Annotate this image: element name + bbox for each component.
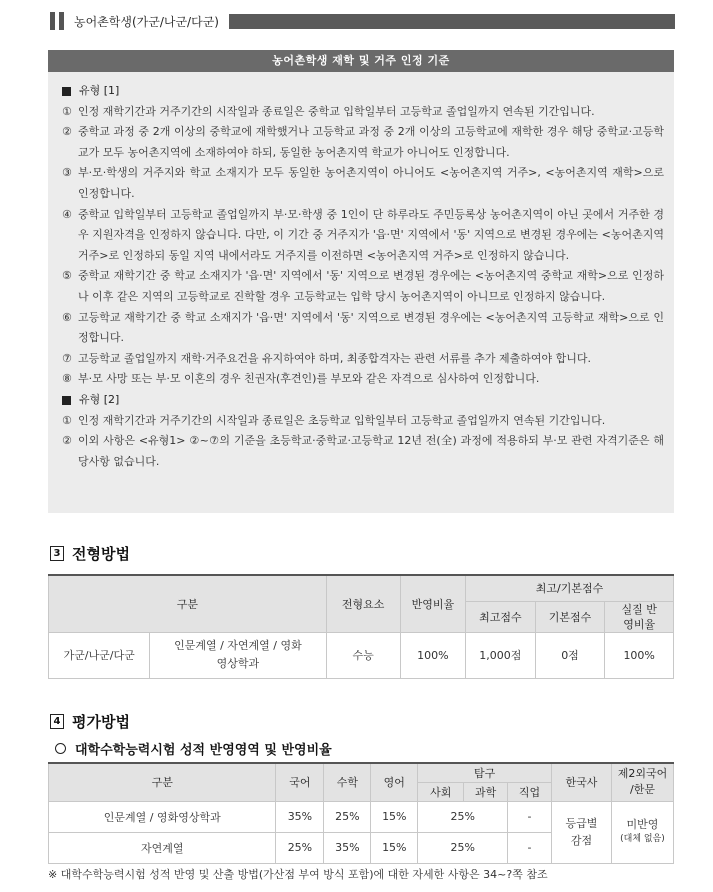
- cell-dept: [150, 632, 326, 678]
- footnote: ※ 대학수학능력시험 성적 반영 및 산출 방법(가산점 부여 방식 포함)에 대한 자세한 사항은 34~?쪽 참조: [48, 868, 548, 881]
- list-item: [62, 163, 664, 204]
- cell-math: 25%: [324, 801, 371, 832]
- header-math: 수학: [324, 763, 371, 801]
- selection-method-table: [48, 574, 674, 679]
- header-second-language: [611, 763, 673, 801]
- type2-label: 유형 [2]: [79, 392, 120, 406]
- header-category: 구분: [49, 763, 276, 801]
- item-text: 인정 재학기간과 거주기간의 시작일과 종료일은 중학교 입학일부터 고등학교 졸업일까지 연속된 기간입니다.: [78, 104, 595, 118]
- header-marker: [59, 12, 64, 30]
- cell-second-language: [611, 801, 673, 863]
- cell-dept-text: 인문계열 / 자연계열 / 영화영상학과: [174, 639, 302, 670]
- section3-title: [50, 543, 130, 564]
- section-number-box: 3: [50, 546, 64, 561]
- header-science: 과학: [464, 782, 508, 801]
- cell-history-text: 등급별 감점: [565, 817, 598, 847]
- section4-title-text: 평가방법: [72, 713, 130, 731]
- section4-title: [50, 711, 130, 732]
- header-element: 전형요소: [326, 575, 400, 632]
- section-header: [50, 12, 675, 30]
- item-number: ⑧: [62, 372, 72, 386]
- section-header-title: 농어촌학생(가군/나군/다군): [74, 14, 219, 29]
- header-real-text: 실질 반영비율: [621, 602, 657, 631]
- item-number: ②: [62, 434, 72, 448]
- item-number: ③: [62, 166, 72, 180]
- item-text: 부·모·학생의 거주지와 학교 소재지가 모두 동일한 농어촌지역이 아니어도 <농어촌지역 거주>, <농어촌지역 재학>으로 인정합니다.: [78, 166, 664, 200]
- header-inquiry: 탐구: [418, 763, 552, 782]
- table-row: [49, 801, 674, 832]
- item-text: 이외 사항은 <유형1> ②~⑦의 기준을 초등학교·중학교·고등학교 12년 전(全) 과정에 적용하되 부·모 관련 자격기준은 해당사항 없습니다.: [78, 434, 664, 468]
- cell-base: 0점: [535, 632, 605, 678]
- header-minmax: 최고/기본점수: [466, 575, 674, 601]
- cell-history: [552, 801, 612, 863]
- header-max: 최고점수: [466, 601, 536, 632]
- header-marker: [50, 12, 55, 30]
- list-item: [62, 308, 664, 349]
- item-text: 중학교 과정 중 2개 이상의 중학교에 재학했거나 고등학교 과정 중 2개 이상의 고등학교에 재학한 경우 해당 중학교·고등학교가 모두 농어촌지역에 소재하여야 하되, 동일한 농어촌지역 학교가 아니어도 인정합니다.: [78, 125, 664, 159]
- type2-heading: [62, 390, 664, 411]
- item-number: ①: [62, 413, 72, 427]
- type1-label: 유형 [1]: [79, 84, 120, 97]
- cell-vocational: -: [508, 832, 552, 863]
- square-bullet-icon: [62, 87, 71, 96]
- item-number: ⑥: [62, 310, 72, 324]
- list-item: [62, 102, 664, 123]
- list-item: [62, 349, 664, 370]
- list-item: [62, 431, 664, 472]
- header-vocational: 직업: [508, 782, 552, 801]
- criteria-caption: 농어촌학생 재학 및 거주 인정 기준: [48, 50, 674, 72]
- item-number: ②: [62, 125, 72, 139]
- cell-name: 자연계열: [49, 832, 276, 863]
- item-text: 부·모 사망 또는 부·모 이혼의 경우 친권자(후견인)를 부모와 같은 자격으로 심사하여 인정합니다.: [78, 372, 540, 386]
- cell-ratio: 100%: [400, 632, 465, 678]
- header-korean: 국어: [276, 763, 324, 801]
- item-text: 고등학교 졸업일까지 재학·거주요건을 유지하여야 하며, 최종합격자는 관련 서류를 추가 제출하여야 합니다.: [78, 351, 591, 365]
- list-item: [62, 122, 664, 163]
- header-social: 사회: [418, 782, 464, 801]
- header-real: [605, 601, 674, 632]
- section3-title-text: 전형방법: [72, 545, 130, 563]
- type1-heading: [62, 81, 664, 102]
- list-item: [62, 369, 664, 390]
- header-history: 한국사: [552, 763, 612, 801]
- cell-korean: 35%: [276, 801, 324, 832]
- type2-list: [62, 411, 664, 473]
- header-category: 구분: [49, 575, 327, 632]
- item-text: 중학교 재학기간 중 학교 소재지가 '읍·면' 지역에서 '동' 지역으로 변경된 경우에는 <농어촌지역 중학교 재학>으로 인정하나 이후 같은 지역의 고등학교로 진학할 경우 고등학교는 입학 당시 농어촌지역이 아니므로 인정하지 않습니다.: [78, 269, 664, 303]
- square-bullet-icon: [62, 396, 71, 405]
- list-item: [62, 266, 664, 307]
- cell-group: 가군/나군/다군: [49, 632, 150, 678]
- section4-subtitle: [55, 739, 332, 758]
- item-number: ⑦: [62, 351, 72, 365]
- item-number: ④: [62, 207, 72, 221]
- header-english: 영어: [371, 763, 418, 801]
- item-text: 고등학교 재학기간 중 학교 소재지가 '읍·면' 지역에서 '동' 지역으로 변경된 경우에는 <농어촌지역 고등학교 재학>으로 인정합니다.: [78, 310, 664, 345]
- criteria-body: [48, 72, 674, 472]
- header-base: 기본점수: [535, 601, 605, 632]
- cell-english: 15%: [371, 801, 418, 832]
- cell-korean: 25%: [276, 832, 324, 863]
- item-number: ⑤: [62, 269, 72, 283]
- cell-vocational: -: [508, 801, 552, 832]
- header-ratio: 반영비율: [400, 575, 465, 632]
- cell-english: 15%: [371, 832, 418, 863]
- cell-max: 1,000점: [466, 632, 536, 678]
- cell-second-value: 미반영: [626, 818, 659, 831]
- item-number: ①: [62, 104, 72, 118]
- item-text: 중학교 입학일부터 고등학교 졸업일까지 부·모·학생 중 1인이 단 하루라도 주민등록상 농어촌지역이 아닌 곳에서 거주한 경우 지원자격을 인정하지 않습니다. 다만, 이 기간 중 거주지가 '읍·면' 지역에서 '동' 지역으로 변경된 경우에는 <농어촌지역 거주>로 인정하되 동일 지역 내에서라도 거주지를 이전하면 <농어촌지역 거주>로 인정하지 않습니다.: [78, 207, 664, 262]
- list-item: [62, 411, 664, 432]
- cell-math: 35%: [324, 832, 371, 863]
- header-second-text: 제2외국어 /한문: [617, 767, 668, 797]
- section4-subtitle-text: 대학수학능력시험 성적 반영영역 및 반영비율: [75, 743, 332, 758]
- item-text: 인정 재학기간과 거주기간의 시작일과 종료일은 초등학교 입학일부터 고등학교 졸업일까지 연속된 기간입니다.: [78, 413, 606, 427]
- cell-inquiry: 25%: [418, 832, 508, 863]
- header-bar: [229, 14, 675, 29]
- evaluation-table: [48, 762, 674, 864]
- criteria-box: [48, 50, 674, 513]
- type1-list: [62, 102, 664, 390]
- cell-inquiry: 25%: [418, 801, 508, 832]
- cell-name: 인문계열 / 영화영상학과: [49, 801, 276, 832]
- cell-real: 100%: [605, 632, 674, 678]
- circle-bullet-icon: [55, 743, 66, 754]
- list-item: [62, 205, 664, 267]
- cell-element: 수능: [326, 632, 400, 678]
- cell-second-note: (대체 없음): [620, 834, 665, 844]
- section-number-box: 4: [50, 714, 64, 729]
